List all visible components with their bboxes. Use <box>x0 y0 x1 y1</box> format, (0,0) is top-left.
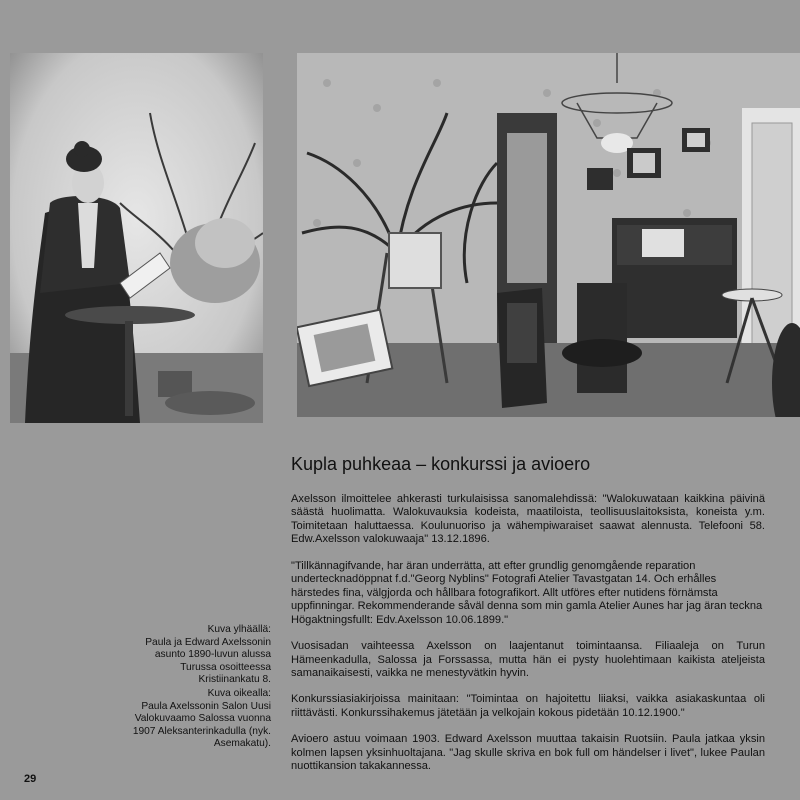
caption-line: Valokuvaamo Salossa vuonna <box>134 713 271 725</box>
caption-right-photo <box>124 688 271 751</box>
caption-line: Turussa osoitteessa <box>180 661 271 673</box>
caption-line: 1907 Aleksanterinkadulla (nyk. <box>132 725 271 737</box>
caption-line: Kristiinankatu 8. <box>198 674 271 686</box>
paragraph-expansion: Vuosisadan vaihteessa Axelsson on laajentanut toimintaansa. Filiaaleja on Turun Hämeenkadulla, Salossa ja Forssassa, mutta hän ei pysty huolehtimaan kaikista ateljeista samanaikaisesti, vaikka ne menestyvätkin hyvin. <box>291 640 765 679</box>
caption-line: Paula ja Edward Axelssonin <box>145 636 271 648</box>
caption-line: Paula Axelssonin Salon Uusi <box>141 700 271 712</box>
paragraph-bankruptcy: Konkurssiasiakirjoissa mainitaan: "Toimintaa on hajoitettu liiaksi, vaikka asiakaskuntaa oli riittävästi. Konkurssihakemus jätetään ja velkojain kokous pidetään 10.12.1900." <box>291 693 765 719</box>
article-body <box>291 493 765 787</box>
caption-line: Kuva ylhäällä: <box>207 624 271 635</box>
paragraph-divorce: Avioero astuu voimaan 1903. Edward Axelsson muuttaa takaisin Ruotsiin. Paula jatkaa yksin kolmen lapsen yksinhuoltajana. "Jag skulle skriva en bok full om händelser i livet", lukee Paulan nuottikansion takakannessa. <box>291 733 765 773</box>
caption-line: Asemakatu). <box>213 738 271 750</box>
section-heading: Kupla puhkeaa – konkurssi ja avioero <box>291 454 591 474</box>
paragraph-newspaper-ad-swedish: "Tillkännagifvande, har äran underrätta, att efter grundlig genomgående reparation undertecknadöppnat f.d."Georg Nyblins" Fotografi Atelier Tavastgatan 14. Och erhålles härstedes fina, välgjorda och hållbara fotografikort. Allt utföres efter nutidens förnämsta uppfinningar. Rekommenderande såväl denna som min gamla Atelier Aunes har jag äran teckna Högaktningsfullt: Edv.Axelsson 10.06.1899." <box>291 559 763 626</box>
caption-top-photo <box>124 624 271 687</box>
woman-reading-photo-illustration <box>10 53 263 423</box>
paragraph-newspaper-ad-finnish: Axelsson ilmoittelee ahkerasti turkulaisissa sanomalehdissä: "Walokuwataan kaikkina päivinä säästä huolimatta. Walokuvauksia kodeista, maatiloista, teollisuuslaitoksista, koneista y.m. Toimitetaan haluttaessa. Koulunuoriso ja wähempiwaraiset saawat alennusta. Telefooni 58. Edw.Axelsson valokuwaaja" 13.12.1896. <box>291 493 765 546</box>
photo-studio-interior <box>297 53 800 417</box>
page-number: 29 <box>24 773 37 785</box>
photo-woman-reading <box>10 53 263 423</box>
caption-line: asunto 1890-luvun alussa <box>154 649 271 661</box>
caption-line: Kuva oikealla: <box>207 688 271 699</box>
studio-interior-photo-illustration <box>297 53 800 417</box>
